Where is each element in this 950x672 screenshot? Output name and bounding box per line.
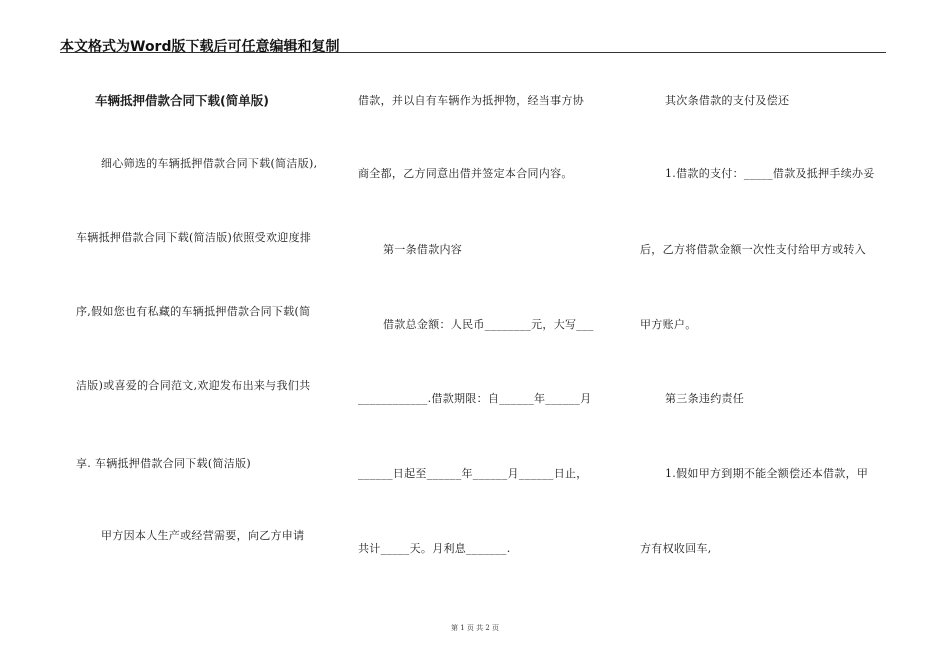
section-heading: 第三条违约责任 (665, 392, 745, 405)
text-line: 车辆抵押借款合同下载(简洁版)依照受欢迎度排 (76, 231, 312, 244)
text-line: 后，乙方将借款金额一次性支付给甲方或转入 (640, 243, 866, 256)
document-banner: 本文格式为Word版下载后可任意编辑和复制 (60, 39, 340, 55)
text-line: 1.借款的支付：_____借款及抵押手续办妥 (665, 167, 875, 180)
text-line: 1.假如甲方到期不能全额偿还本借款，甲 (665, 467, 869, 480)
contract-title: 车辆抵押借款合同下载(简单版) (95, 93, 269, 108)
text-line: 借款，并以自有车辆作为抵押物，经当事方协 (358, 94, 584, 107)
section-heading: 其次条借款的支付及偿还 (665, 94, 790, 107)
text-line: ____________.借款期限：自______年______月 (358, 392, 592, 405)
text-line: 洁版)或喜爱的合同范文,欢迎发布出来与我们共 (76, 379, 311, 392)
text-line: 借款总金额：人民币________元，大写___ (383, 318, 594, 331)
section-heading: 第一条借款内容 (383, 243, 463, 256)
page-number: 第 1 页 共 2 页 (450, 624, 500, 632)
text-line: 序,假如您也有私藏的车辆抵押借款合同下载(简 (76, 305, 311, 318)
text-line: 方有权收回车, (640, 542, 712, 555)
text-line: 共计_____天。月利息_______. (358, 542, 511, 555)
text-line: 商全都，乙方同意出借并签定本合同内容。 (358, 167, 573, 180)
text-line: 甲方因本人生产或经营需要，向乙方申请 (101, 529, 305, 542)
text-line: 甲方账户。 (640, 318, 697, 331)
header-divider (60, 52, 886, 53)
text-line: 细心筛选的车辆抵押借款合同下载(简洁版), (101, 157, 318, 170)
text-line: ______日起至______年______月______日止， (358, 467, 588, 480)
text-line: 享. 车辆抵押借款合同下载(简洁版) (76, 457, 251, 470)
